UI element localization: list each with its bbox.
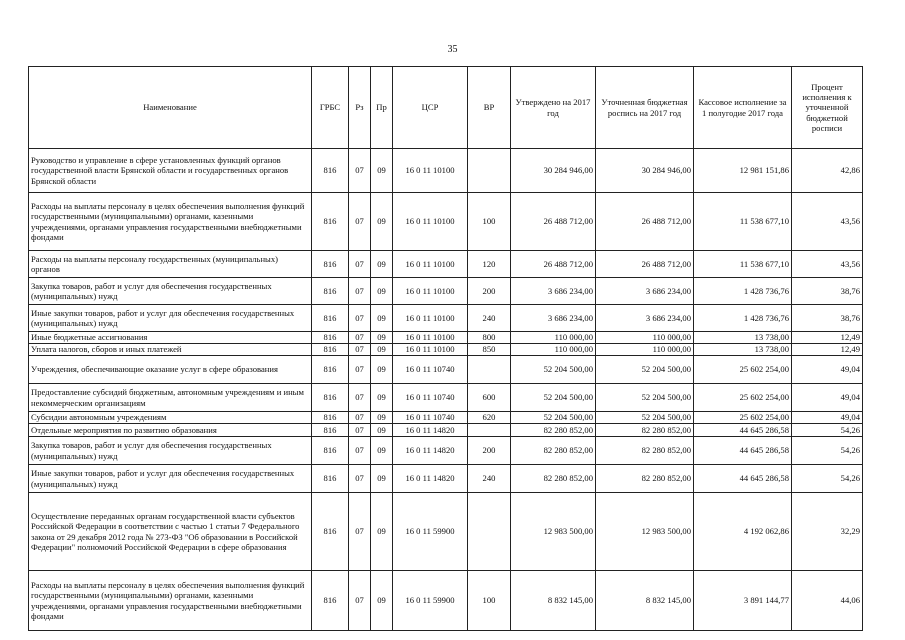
row-cash: 25 602 254,00	[694, 384, 792, 412]
row-approved: 52 204 500,00	[511, 412, 596, 424]
row-name: Осуществление переданных органам государственной власти субъектов Российской Федерации в соответствии с частью 1 статьи 7 Федерального закона от 29 декабря 2012 года № 273-ФЗ "Об образовании в Российской Федерации" полномочий Российской Федерации в сфере образования	[29, 493, 312, 571]
row-pr: 09	[371, 278, 393, 305]
row-csr: 16 0 11 10100	[393, 344, 468, 356]
row-pr: 09	[371, 332, 393, 344]
table-row	[29, 149, 863, 193]
header-csr: ЦСР	[393, 67, 468, 149]
row-cash: 44 645 286,58	[694, 437, 792, 465]
table-row	[29, 305, 863, 332]
row-name: Уплата налогов, сборов и иных платежей	[29, 344, 312, 356]
row-name: Закупка товаров, работ и услуг для обеспечения государственных (муниципальных) нужд	[29, 437, 312, 465]
row-grbs: 816	[312, 344, 349, 356]
row-cash: 25 602 254,00	[694, 412, 792, 424]
header-pr: Пр	[371, 67, 393, 149]
row-cash: 3 891 144,77	[694, 571, 792, 631]
row-name: Иные закупки товаров, работ и услуг для обеспечения государственных (муниципальных) нужд	[29, 465, 312, 493]
row-grbs: 816	[312, 412, 349, 424]
row-vr	[468, 493, 511, 571]
row-rz: 07	[349, 412, 371, 424]
table-row	[29, 193, 863, 251]
row-rz: 07	[349, 332, 371, 344]
row-pr: 09	[371, 356, 393, 384]
row-cash: 25 602 254,00	[694, 356, 792, 384]
row-approved: 12 983 500,00	[511, 493, 596, 571]
row-cash: 11 538 677,10	[694, 193, 792, 251]
row-name: Расходы на выплаты персоналу в целях обеспечения выполнения функций государственными (муниципальными) органами, казенными учреждениями, органами управления государственными внебюджетными фондами	[29, 571, 312, 631]
row-name: Предоставление субсидий бюджетным, автономным учреждениям и иным некоммерческим организациям	[29, 384, 312, 412]
row-rz: 07	[349, 149, 371, 193]
row-name: Субсидии автономным учреждениям	[29, 412, 312, 424]
row-cash: 4 192 062,86	[694, 493, 792, 571]
table-row	[29, 412, 863, 424]
row-grbs: 816	[312, 493, 349, 571]
row-vr: 620	[468, 412, 511, 424]
row-vr	[468, 424, 511, 437]
row-pr: 09	[371, 384, 393, 412]
row-refined: 82 280 852,00	[596, 437, 694, 465]
row-pr: 09	[371, 251, 393, 278]
row-name: Иные закупки товаров, работ и услуг для обеспечения государственных (муниципальных) нужд	[29, 305, 312, 332]
table-row	[29, 332, 863, 344]
row-vr: 800	[468, 332, 511, 344]
row-percent: 38,76	[792, 278, 863, 305]
row-rz: 07	[349, 437, 371, 465]
row-vr: 100	[468, 571, 511, 631]
row-percent: 49,04	[792, 356, 863, 384]
row-csr: 16 0 11 14820	[393, 424, 468, 437]
row-pr: 09	[371, 571, 393, 631]
row-percent: 12,49	[792, 332, 863, 344]
row-approved: 3 686 234,00	[511, 305, 596, 332]
row-grbs: 816	[312, 278, 349, 305]
row-rz: 07	[349, 424, 371, 437]
row-rz: 07	[349, 193, 371, 251]
table-row	[29, 251, 863, 278]
row-grbs: 816	[312, 305, 349, 332]
row-approved: 82 280 852,00	[511, 437, 596, 465]
table-row	[29, 437, 863, 465]
row-refined: 110 000,00	[596, 344, 694, 356]
budget-execution-table	[28, 66, 863, 631]
row-pr: 09	[371, 424, 393, 437]
table-row	[29, 344, 863, 356]
row-grbs: 816	[312, 251, 349, 278]
header-name: Наименование	[29, 67, 312, 149]
row-rz: 07	[349, 305, 371, 332]
row-refined: 52 204 500,00	[596, 384, 694, 412]
table-row	[29, 424, 863, 437]
row-refined: 3 686 234,00	[596, 278, 694, 305]
table-row	[29, 356, 863, 384]
row-cash: 11 538 677,10	[694, 251, 792, 278]
row-name: Расходы на выплаты персоналу государственных (муниципальных) органов	[29, 251, 312, 278]
header-approved: Утверждено на 2017 год	[511, 67, 596, 149]
row-pr: 09	[371, 344, 393, 356]
row-approved: 110 000,00	[511, 332, 596, 344]
row-rz: 07	[349, 344, 371, 356]
page-number: 35	[447, 44, 458, 55]
row-csr: 16 0 11 10100	[393, 193, 468, 251]
header-rz: Рз	[349, 67, 371, 149]
row-refined: 3 686 234,00	[596, 305, 694, 332]
row-vr: 600	[468, 384, 511, 412]
row-cash: 13 738,00	[694, 332, 792, 344]
row-pr: 09	[371, 493, 393, 571]
row-grbs: 816	[312, 424, 349, 437]
table-row	[29, 493, 863, 571]
row-percent: 49,04	[792, 412, 863, 424]
row-approved: 30 284 946,00	[511, 149, 596, 193]
row-approved: 82 280 852,00	[511, 465, 596, 493]
row-csr: 16 0 11 10100	[393, 332, 468, 344]
row-grbs: 816	[312, 332, 349, 344]
row-approved: 52 204 500,00	[511, 384, 596, 412]
row-name: Иные бюджетные ассигнования	[29, 332, 312, 344]
row-grbs: 816	[312, 465, 349, 493]
row-refined: 52 204 500,00	[596, 356, 694, 384]
row-approved: 26 488 712,00	[511, 251, 596, 278]
row-vr: 850	[468, 344, 511, 356]
header-cash: Кассовое исполнение за 1 полугодие 2017 года	[694, 67, 792, 149]
row-refined: 52 204 500,00	[596, 412, 694, 424]
row-percent: 12,49	[792, 344, 863, 356]
row-percent: 43,56	[792, 193, 863, 251]
row-cash: 44 645 286,58	[694, 424, 792, 437]
row-vr: 200	[468, 437, 511, 465]
row-vr: 120	[468, 251, 511, 278]
row-approved: 110 000,00	[511, 344, 596, 356]
row-rz: 07	[349, 356, 371, 384]
row-refined: 110 000,00	[596, 332, 694, 344]
row-percent: 49,04	[792, 384, 863, 412]
row-percent: 43,56	[792, 251, 863, 278]
row-grbs: 816	[312, 149, 349, 193]
row-percent: 42,86	[792, 149, 863, 193]
row-csr: 16 0 11 10100	[393, 251, 468, 278]
row-refined: 8 832 145,00	[596, 571, 694, 631]
row-refined: 82 280 852,00	[596, 424, 694, 437]
table-header-row	[29, 67, 863, 149]
row-grbs: 816	[312, 356, 349, 384]
row-pr: 09	[371, 465, 393, 493]
row-name: Закупка товаров, работ и услуг для обеспечения государственных (муниципальных) нужд	[29, 278, 312, 305]
row-rz: 07	[349, 278, 371, 305]
row-csr: 16 0 11 10100	[393, 278, 468, 305]
row-csr: 16 0 11 10740	[393, 356, 468, 384]
row-csr: 16 0 11 10100	[393, 149, 468, 193]
row-rz: 07	[349, 571, 371, 631]
row-percent: 54,26	[792, 465, 863, 493]
row-csr: 16 0 11 14820	[393, 437, 468, 465]
row-csr: 16 0 11 10740	[393, 412, 468, 424]
row-approved: 52 204 500,00	[511, 356, 596, 384]
row-csr: 16 0 11 59900	[393, 493, 468, 571]
row-name: Отдельные мероприятия по развитию образования	[29, 424, 312, 437]
row-refined: 26 488 712,00	[596, 251, 694, 278]
row-approved: 26 488 712,00	[511, 193, 596, 251]
row-approved: 8 832 145,00	[511, 571, 596, 631]
row-percent: 54,26	[792, 437, 863, 465]
row-cash: 1 428 736,76	[694, 278, 792, 305]
row-pr: 09	[371, 149, 393, 193]
row-vr: 200	[468, 278, 511, 305]
table-row	[29, 384, 863, 412]
row-refined: 82 280 852,00	[596, 465, 694, 493]
row-name: Учреждения, обеспечивающие оказание услуг в сфере образования	[29, 356, 312, 384]
row-name: Расходы на выплаты персоналу в целях обеспечения выполнения функций государственными (муниципальными) органами, казенными учреждениями, органами управления государственными внебюджетными фондами	[29, 193, 312, 251]
row-percent: 54,26	[792, 424, 863, 437]
row-csr: 16 0 11 59900	[393, 571, 468, 631]
row-refined: 12 983 500,00	[596, 493, 694, 571]
row-grbs: 816	[312, 571, 349, 631]
row-pr: 09	[371, 412, 393, 424]
row-grbs: 816	[312, 193, 349, 251]
row-csr: 16 0 11 14820	[393, 465, 468, 493]
row-percent: 38,76	[792, 305, 863, 332]
row-vr: 240	[468, 465, 511, 493]
row-refined: 26 488 712,00	[596, 193, 694, 251]
row-cash: 1 428 736,76	[694, 305, 792, 332]
row-cash: 13 738,00	[694, 344, 792, 356]
row-cash: 44 645 286,58	[694, 465, 792, 493]
row-vr: 100	[468, 193, 511, 251]
row-rz: 07	[349, 465, 371, 493]
table-row	[29, 571, 863, 631]
row-csr: 16 0 11 10740	[393, 384, 468, 412]
header-percent: Процент исполнения к уточненной бюджетной росписи	[792, 67, 863, 149]
row-name: Руководство и управление в сфере установленных функций органов государственной власти Брянской области и государственных органов Брянской области	[29, 149, 312, 193]
row-csr: 16 0 11 10100	[393, 305, 468, 332]
row-pr: 09	[371, 193, 393, 251]
row-rz: 07	[349, 493, 371, 571]
table-row	[29, 278, 863, 305]
header-vr: ВР	[468, 67, 511, 149]
row-vr	[468, 149, 511, 193]
row-approved: 82 280 852,00	[511, 424, 596, 437]
table-row	[29, 465, 863, 493]
row-rz: 07	[349, 384, 371, 412]
row-percent: 32,29	[792, 493, 863, 571]
row-grbs: 816	[312, 384, 349, 412]
row-refined: 30 284 946,00	[596, 149, 694, 193]
row-approved: 3 686 234,00	[511, 278, 596, 305]
header-grbs: ГРБС	[312, 67, 349, 149]
row-vr	[468, 356, 511, 384]
row-percent: 44,06	[792, 571, 863, 631]
row-pr: 09	[371, 437, 393, 465]
header-refined: Уточненная бюджетная роспись на 2017 год	[596, 67, 694, 149]
row-pr: 09	[371, 305, 393, 332]
row-rz: 07	[349, 251, 371, 278]
row-cash: 12 981 151,86	[694, 149, 792, 193]
row-grbs: 816	[312, 437, 349, 465]
row-vr: 240	[468, 305, 511, 332]
